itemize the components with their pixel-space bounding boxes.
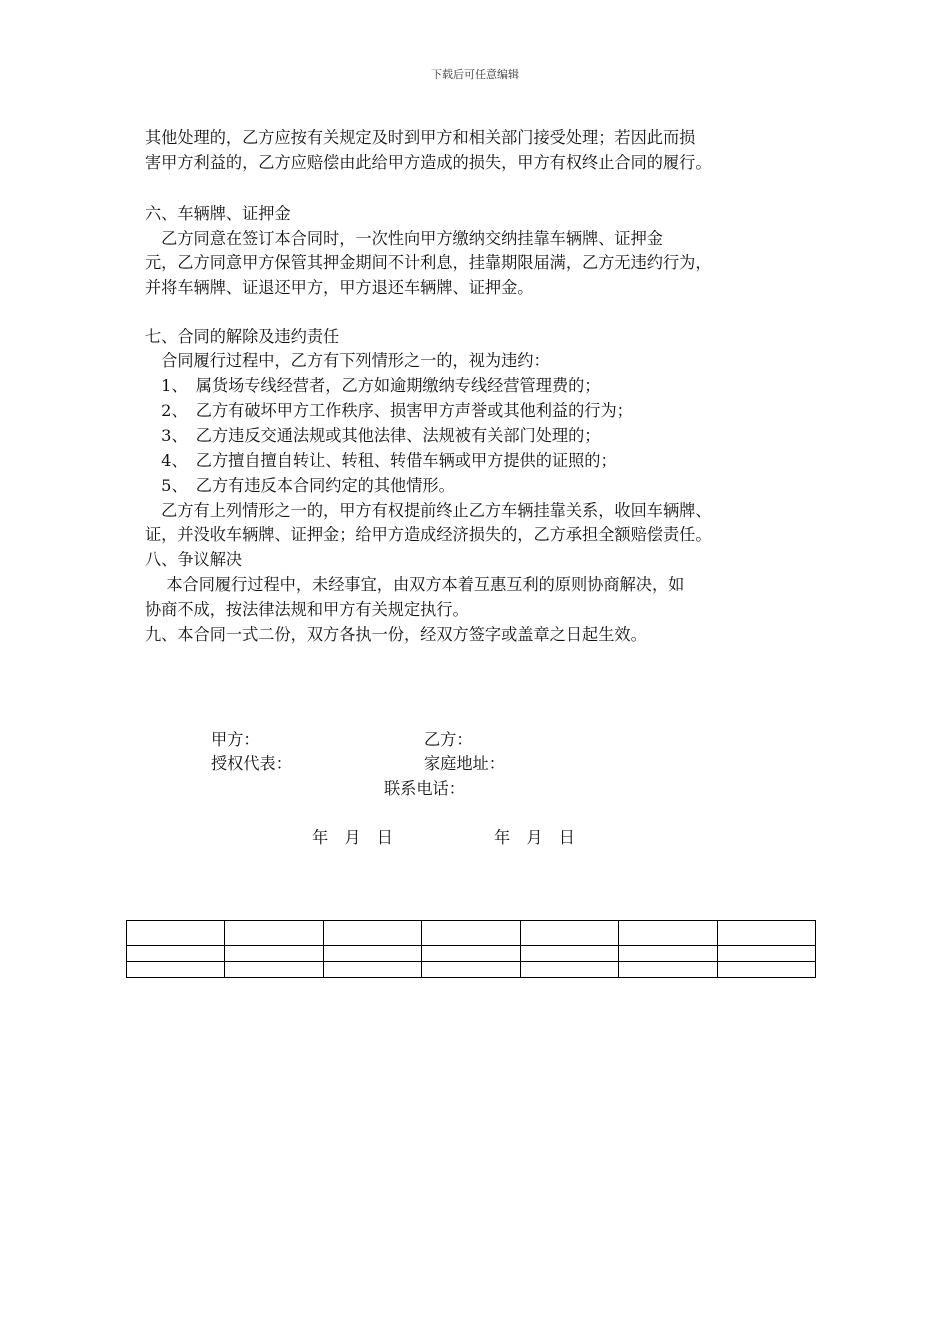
paragraph-line: 元，乙方同意甲方保管其押金期间不计利息，挂靠期限届满，乙方无违约行为， bbox=[145, 253, 712, 272]
table-cell bbox=[225, 962, 323, 978]
paragraph-line: 乙方同意在签订本合同时，一次性向甲方缴纳交纳挂靠车辆牌、证押金 bbox=[145, 229, 663, 248]
page-header: 下载后可任意编辑 bbox=[431, 68, 519, 81]
table-row bbox=[127, 962, 816, 978]
table-cell bbox=[619, 921, 717, 946]
table-cell bbox=[422, 946, 520, 962]
section-heading: 九、本合同一式二份，双方各执一份，经双方签字或盖章之日起生效。 bbox=[145, 625, 647, 644]
table-cell bbox=[422, 921, 520, 946]
paragraph-line: 合同履行过程中，乙方有下列情形之一的，视为违约： bbox=[145, 351, 550, 370]
date-a: 年 月 日 bbox=[312, 828, 393, 847]
party-b-label: 乙方： bbox=[424, 730, 473, 749]
party-a-label: 甲方： bbox=[211, 730, 260, 749]
table-cell bbox=[225, 946, 323, 962]
table-cell bbox=[619, 946, 717, 962]
table-cell bbox=[717, 962, 815, 978]
paragraph-line: 乙方有上列情形之一的，甲方有权提前终止乙方车辆挂靠关系，收回车辆牌、 bbox=[145, 501, 712, 520]
table-row bbox=[127, 946, 816, 962]
paragraph-line: 协商不成，按法律法规和甲方有关规定执行。 bbox=[145, 600, 469, 619]
section-heading: 八、争议解决 bbox=[145, 550, 243, 569]
paragraph-line: 本合同履行过程中，未经事宜，由双方本着互惠互利的原则协商解决，如 bbox=[145, 575, 685, 594]
section-heading: 六、车辆牌、证押金 bbox=[145, 204, 291, 223]
home-address-label: 家庭地址： bbox=[424, 754, 505, 773]
table-cell bbox=[225, 921, 323, 946]
section-heading: 七、合同的解除及违约责任 bbox=[145, 327, 340, 346]
table-cell bbox=[619, 962, 717, 978]
list-item: 3、 乙方违反交通法规或其他法律、法规被有关部门处理的； bbox=[145, 426, 601, 445]
table-cell bbox=[127, 946, 225, 962]
table-cell bbox=[127, 921, 225, 946]
paragraph-line: 害甲方利益的，乙方应赔偿由此给甲方造成的损失，甲方有权终止合同的履行。 bbox=[145, 153, 712, 172]
table-cell bbox=[520, 921, 618, 946]
blank-footer-table bbox=[126, 920, 816, 978]
table-row bbox=[127, 921, 816, 946]
date-b: 年 月 日 bbox=[494, 828, 575, 847]
list-item: 2、 乙方有破坏甲方工作秩序、损害甲方声誉或其他利益的行为； bbox=[145, 401, 633, 420]
list-item: 4、 乙方擅自擅自转让、转租、转借车辆或甲方提供的证照的； bbox=[145, 451, 617, 470]
list-item: 1、 属货场专线经营者，乙方如逾期缴纳专线经营管理费的； bbox=[145, 376, 601, 395]
authorized-rep-label: 授权代表： bbox=[211, 754, 292, 773]
table-cell bbox=[422, 962, 520, 978]
table-cell bbox=[127, 962, 225, 978]
phone-label: 联系电话： bbox=[384, 779, 465, 798]
table-cell bbox=[520, 946, 618, 962]
paragraph-line: 其他处理的，乙方应按有关规定及时到甲方和相关部门接受处理；若因此而损 bbox=[145, 128, 696, 147]
list-item: 5、 乙方有违反本合同约定的其他情形。 bbox=[145, 476, 455, 495]
paragraph-line: 并将车辆牌、证退还甲方，甲方退还车辆牌、证押金。 bbox=[145, 278, 534, 297]
table-cell bbox=[717, 946, 815, 962]
table-cell bbox=[323, 946, 421, 962]
table-cell bbox=[717, 921, 815, 946]
table-cell bbox=[520, 962, 618, 978]
table-cell bbox=[323, 921, 421, 946]
paragraph-line: 证，并没收车辆牌、证押金；给甲方造成经济损失的，乙方承担全额赔偿责任。 bbox=[145, 525, 712, 544]
table-cell bbox=[323, 962, 421, 978]
